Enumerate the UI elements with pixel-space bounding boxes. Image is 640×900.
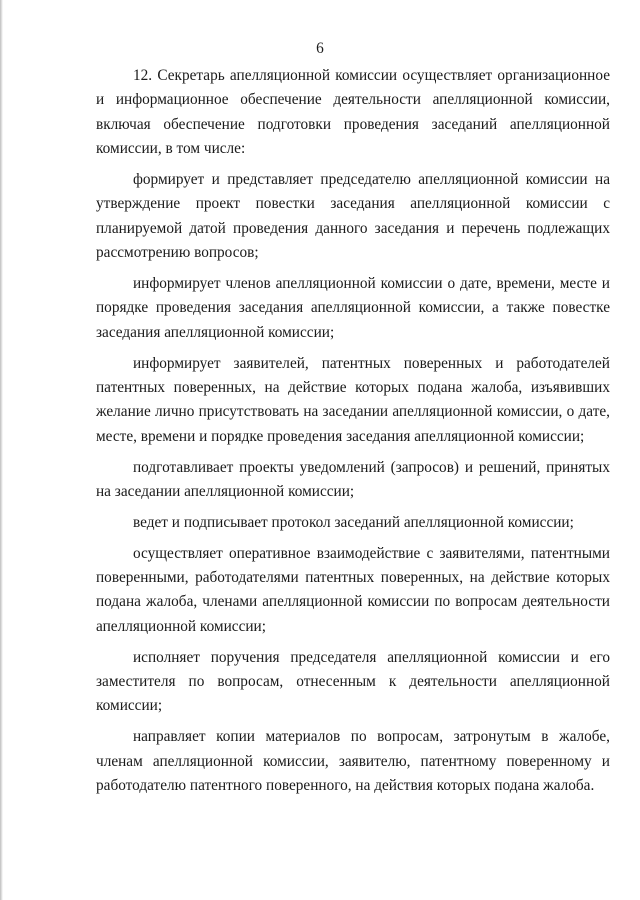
paragraph-agenda: формирует и представляет председателю апелляционной комиссии на утверждение проект повестки заседания апелляционной комиссии с планируемой датой проведения данного заседания и перечень подлежащих рассмотрению вопросов; (96, 171, 610, 262)
page-number: 6 (316, 40, 324, 57)
paragraph-send-copies: направляет копии материалов по вопросам, затронутым в жалобе, членам апелляционной комиссии, заявителю, патентному поверенному и работодателю патентного поверенного, на действия которых подана жалоба. (96, 728, 610, 795)
paragraph-instructions: исполняет поручения председателя апелляционной комиссии и его заместителя по вопросам, отнесенным к деятельности апелляционной комиссии; (96, 648, 610, 715)
paragraph-interaction: осуществляет оперативное взаимодействие с заявителями, патентными поверенными, работодателями патентных поверенных, на действие которых подана жалоба, членами апелляционной комиссии по вопросам деятельности апелляционной комиссии; (96, 544, 610, 635)
paragraph-minutes: ведет и подписывает протокол заседаний апелляционной комиссии; (133, 513, 574, 531)
document-body (96, 64, 610, 805)
paragraph-inform-members: информирует членов апелляционной комиссии о дате, времени, месте и порядке проведения заседания апелляционной комиссии, а также повестке заседания апелляционной комиссии; (96, 275, 610, 341)
paragraph-prepare-drafts: подготавливает проекты уведомлений (запросов) и решений, принятых на заседании апелляционной комиссии; (96, 458, 610, 501)
paragraph-inform-applicants: информирует заявителей, патентных поверенных и работодателей патентных поверенных, на действие которых подана жалоба, изъявивших желание лично присутствовать на заседании апелляционной комиссии, о дате, месте, времени и порядке проведения заседания апелляционной комиссии; (96, 354, 610, 445)
scan-edge (0, 0, 3, 900)
paragraph-secretary-duties: 12. Секретарь апелляционной комиссии осуществляет организационное и информационное обеспечение деятельности апелляционной комиссии, включая обеспечение подготовки проведения заседаний апелляционной комиссии, в том числе: (96, 67, 610, 158)
